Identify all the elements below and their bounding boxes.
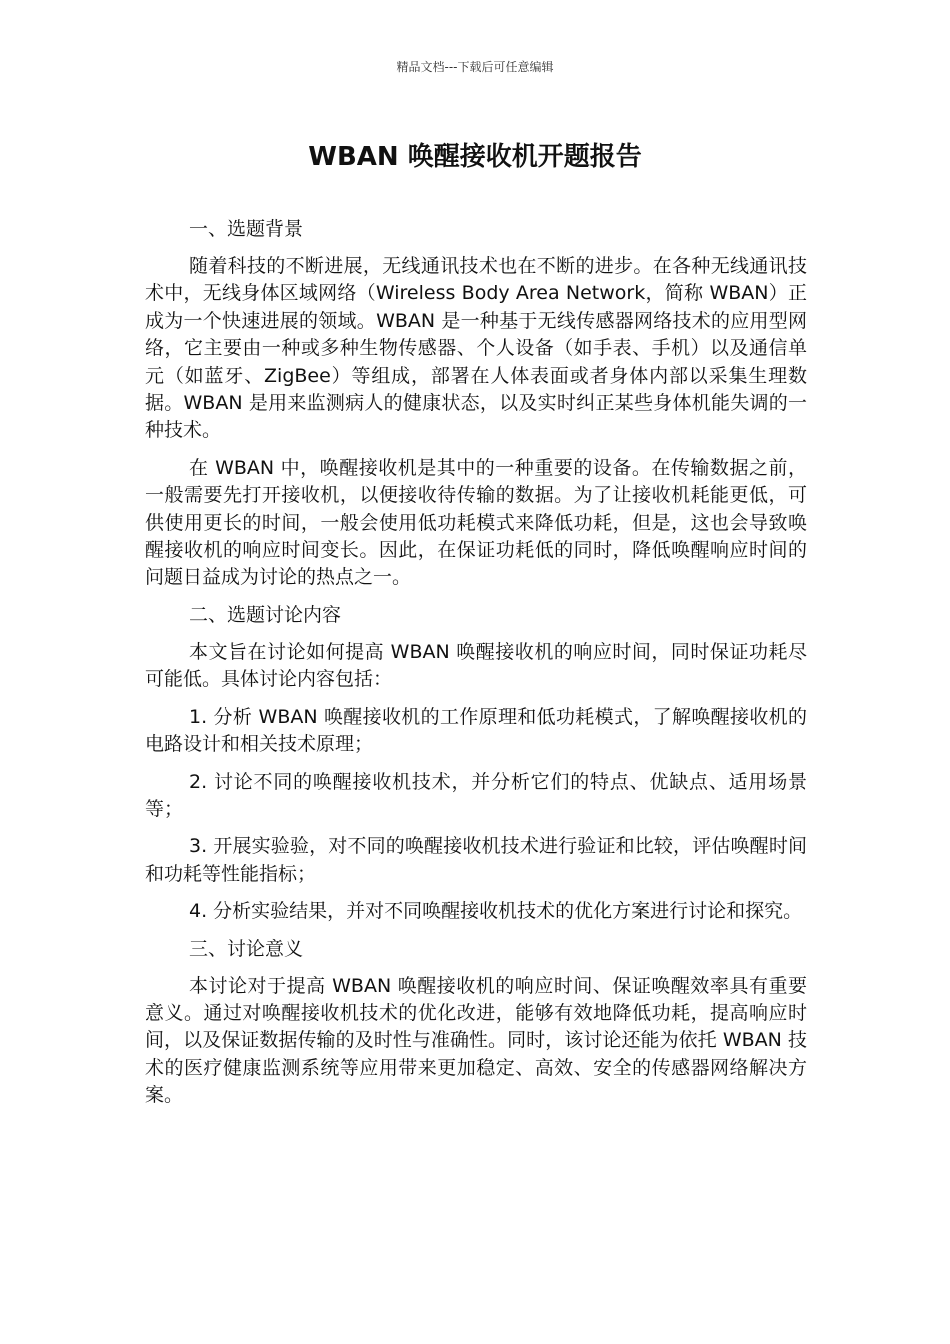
list-item-4: 4. 分析实验结果，并对不同唤醒接收机技术的优化方案进行讨论和探究。 xyxy=(189,900,803,923)
paragraph-background-2: 在 WBAN 中，唤醒接收机是其中的一种重要的设备。在传输数据之前，一般需要先打开接收机，以便接收待传输的数据。为了让接收机耗能更低，可供使用更长的时间，一般会使用低功耗模式来降低功耗，但是，这也会导致唤醒接收机的响应时间变长。因此，在保证功耗低的同时，降低唤醒响应时间的问题日益成为讨论的热点之一。 xyxy=(145,456,807,589)
document-title: WBAN 唤醒接收机开题报告 xyxy=(308,142,642,172)
list-item-3: 3. 开展实验验，对不同的唤醒接收机技术进行验证和比较，评估唤醒时间和功耗等性能指标； xyxy=(145,835,807,885)
list-item-2: 2. 讨论不同的唤醒接收机技术，并分析它们的特点、优缺点、适用场景等； xyxy=(145,770,807,820)
document-body xyxy=(145,216,807,1120)
paragraph-significance: 本讨论对于提高 WBAN 唤醒接收机的响应时间、保证唤醒效率具有重要意义。通过对唤醒接收机技术的优化改进，能够有效地降低功耗，提高响应时间，以及保证数据传输的及时性与准确性。同时，该讨论还能为依托 WBAN 技术的医疗健康监测系统等应用带来更加稳定、高效、安全的传感器网络解决方案。 xyxy=(145,974,807,1107)
paragraph-background-1: 随着科技的不断进展，无线通讯技术也在不断的进步。在各种无线通讯技术中，无线身体区域网络（Wireless Body Area Network，简称 WBAN）正成为一个快速进展的领域。WBAN 是一种基于无线传感器网络技术的应用型网络，它主要由一种或多种生物传感器、个人设备（如手表、手机）以及通信单元（如蓝牙、ZigBee）等组成，部署在人体表面或者身体内部以采集生理数据。WBAN 是用来监测病人的健康状态，以及实时纠正某些身体机能失调的一种技术。 xyxy=(145,255,807,442)
section-heading-significance: 三、讨论意义 xyxy=(189,937,304,960)
section-heading-background: 一、选题背景 xyxy=(189,218,304,240)
section-heading-content: 二、选题讨论内容 xyxy=(189,603,342,626)
list-item-1: 1. 分析 WBAN 唤醒接收机的工作原理和低功耗模式，了解唤醒接收机的电路设计和相关技术原理； xyxy=(145,705,807,756)
paragraph-content-intro: 本文旨在讨论如何提高 WBAN 唤醒接收机的响应时间，同时保证功耗尽可能低。具体讨论内容包括： xyxy=(145,640,807,691)
page-header: 精品文档---下载后可任意编辑 xyxy=(396,60,554,74)
